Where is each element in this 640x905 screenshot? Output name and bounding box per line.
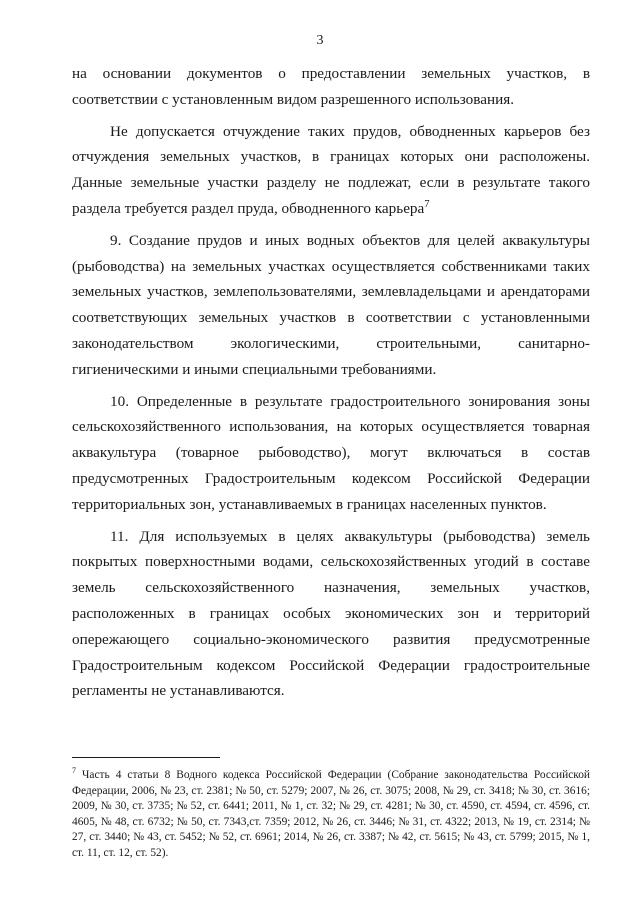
footnote-mark: 7 [72, 766, 76, 776]
footnote-text: Часть 4 статьи 8 Водного кодекса Российской Федерации (Собрание законодательства Российской Федерации, 2006, № 23, ст. 2381; № 50, ст. 5279; 2007, № 26, ст. 3075; 2008, № 29, ст. 3418; № 30, ст. 3616; 2009, № 30, ст. 3735; № 52, ст. 6441; 2011, № 1, ст. 32; № 29, ст. 4281; № 30, ст. 4590, ст. 4594, ст. 4596, ст. 4605, № 48, ст. 6732; № 50, ст. 7343,ст. 7359; 2012, № 26, ст. 3446; № 31, ст. 4322; 2013, № 19, ст. 2314; № 27, ст. 3440; № 43, ст. 5452; № 52, ст. 6961; 2014, № 26, ст. 3387; № 42, ст. 5615; № 43, ст. 5799; 2015, № 1, ст. 11, ст. 12, ст. 52). [72, 769, 590, 859]
paragraph-text: Не допускается отчуждение таких прудов, обводненных карьеров без отчуждения земельных участков, в границах которых они расположены. Данные земельные участки разделу не подлежат, если в результате такого раздела требуется раздел пруда, обводненного карьера [72, 122, 590, 217]
footnote-section [72, 768, 590, 862]
page-number: 3 [316, 33, 324, 48]
footnote-reference[interactable]: 7 [424, 198, 430, 210]
paragraph-item-11 [72, 524, 590, 705]
paragraph-alienation [72, 119, 590, 222]
footnote-item [72, 768, 590, 862]
paragraph-item-10 [72, 389, 590, 518]
paragraph-text: 9. Создание прудов и иных водных объектов для целей аквакультуры (рыбоводства) на земельных участках осуществляется собственниками таких земельных участков, землепользователями, землевладельцами и арендаторами соответствующих земельных участков в соответствии с установленными законодательством экологическими, строительными, санитарно-гигиеническими и иными специальными требованиями. [72, 231, 590, 378]
paragraph-item-9 [72, 228, 590, 383]
paragraph-continuation [72, 61, 590, 113]
paragraph-text: 10. Определенные в результате градостроительного зонирования зоны сельскохозяйственного использования, на которых осуществляется товарная аквакультура (товарное рыбоводство), могут включаться в состав предусмотренных Градостроительным кодексом Российской Федерации территориальных зон, устанавливаемых в границах населенных пунктов. [72, 392, 590, 513]
paragraph-text: на основании документов о предоставлении земельных участков, в соответствии с установленным видом разрешенного использования. [72, 65, 590, 108]
document-body [72, 61, 590, 710]
footnote-divider [72, 757, 220, 758]
paragraph-text: 11. Для используемых в целях аквакультуры (рыбоводства) земель покрытых поверхностными водами, сельскохозяйственных угодий в составе земель сельскохозяйственного назначения, земельных участков, расположенных в границах особых экономических зон и территорий опережающего социально-экономического развития предусмотренные Градостроительным кодексом Российской Федерации градостроительные регламенты не устанавливаются. [72, 527, 590, 700]
